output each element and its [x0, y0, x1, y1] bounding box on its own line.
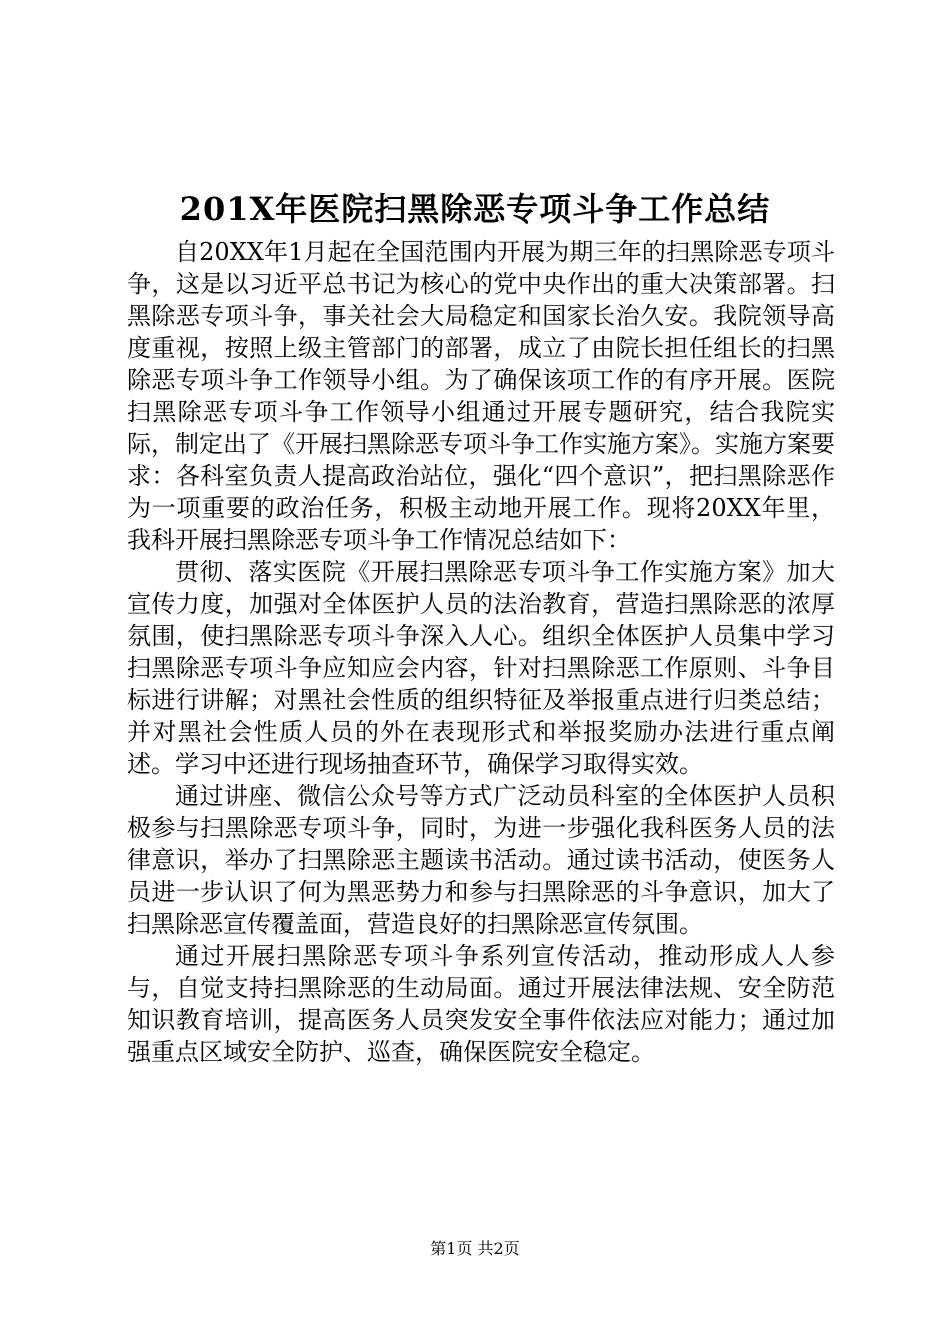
document-body	[127, 236, 835, 1068]
paragraph-outcome: 通过开展扫黑除恶专项斗争系列宣传活动，推动形成人人参与，自觉支持扫黑除恶的生动局面。通过开展法律法规、安全防范知识教育培训，提高医务人员突发安全事件依法应对能力；通过加强重点区域安全防护、巡查，确保医院安全稳定。	[127, 942, 835, 1066]
page-number-footer: 第1页 共2页	[430, 1239, 520, 1258]
paragraph-mobilization: 通过讲座、微信公众号等方式广泛动员科室的全体医护人员积极参与扫黑除恶专项斗争，同时，为进一步强化我科医务人员的法律意识，举办了扫黑除恶主题读书活动。通过读书活动，使医务人员进一步认识了何为黑恶势力和参与扫黑除恶的斗争意识，加大了扫黑除恶宣传覆盖面，营造良好的扫黑除恶宣传氛围。	[127, 782, 835, 938]
document-title: 201X年医院扫黑除恶专项斗争工作总结	[179, 190, 771, 228]
paragraph-intro: 自20XX年1月起在全国范围内开展为期三年的扫黑除恶专项斗争，这是以习近平总书记为核心的党中央作出的重大决策部署。扫黑除恶专项斗争，事关社会大局稳定和国家长治久安。我院领导高度重视，按照上级主管部门的部署，成立了由院长担任组长的扫黑除恶专项斗争工作领导小组。为了确保该项工作的有序开展。医院扫黑除恶专项斗争工作领导小组通过开展专题研究，结合我院实际，制定出了《开展扫黑除恶专项斗争工作实施方案》。实施方案要求：各科室负责人提高政治站位，强化“四个意识”，把扫黑除恶作为一项重要的政治任务，积极主动地开展工作。现将20XX年里，我科开展扫黑除恶专项斗争工作情况总结如下：	[127, 238, 835, 554]
paragraph-implementation: 贯彻、落实医院《开展扫黑除恶专项斗争工作实施方案》加大宣传力度，加强对全体医护人员的法治教育，营造扫黑除恶的浓厚氛围，使扫黑除恶专项斗争深入人心。组织全体医护人员集中学习扫黑除恶专项斗争应知应会内容，针对扫黑除恶工作原则、斗争目标进行讲解；对黑社会性质的组织特征及举报重点进行归类总结；并对黑社会性质人员的外在表现形式和举报奖励办法进行重点阐述。学习中还进行现场抽查环节，确保学习取得实效。	[127, 558, 835, 778]
